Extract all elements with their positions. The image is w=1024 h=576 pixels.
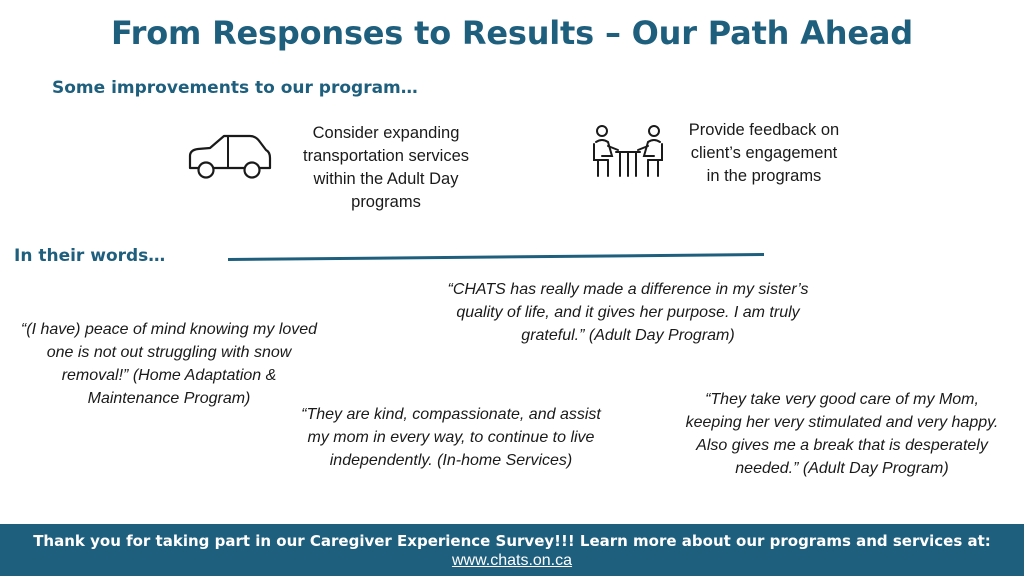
section-divider bbox=[228, 252, 764, 264]
quote-in-home-services: “They are kind, compassionate, and assist my mom in every way, to continue to live independently. (In-home Services) bbox=[301, 406, 601, 469]
footer-banner bbox=[0, 524, 1024, 576]
quote-adult-day-sister: “CHATS has really made a difference in my sister’s quality of life, and it gives her purpose. I am truly grateful.” (Adult Day Program) bbox=[447, 281, 809, 344]
footer-text: Thank you for taking part in our Caregiver Experience Survey!!! Learn more about our programs and services at: bbox=[33, 532, 991, 550]
slide-title: From Responses to Results – Our Path Ahead bbox=[111, 14, 913, 52]
improvement-transportation: Consider expanding transportation services within the Adult Day programs bbox=[303, 124, 469, 211]
improvements-heading: Some improvements to our program… bbox=[52, 78, 418, 98]
people-meeting-icon bbox=[590, 122, 666, 182]
in-their-words-heading: In their words… bbox=[14, 246, 166, 266]
car-icon bbox=[184, 132, 274, 182]
quote-adult-day-mom: “They take very good care of my Mom, keeping her very stimulated and very happy. Also gives me a break that is desperately needed.” (Adult Day Program) bbox=[685, 391, 999, 477]
website-link[interactable]: www.chats.on.ca bbox=[451, 552, 573, 569]
quote-home-adaptation: “(I have) peace of mind knowing my loved one is not out struggling with snow removal!” (Home Adaptation & Maintenance Program) bbox=[20, 321, 318, 407]
improvement-feedback: Provide feedback on client’s engagement in the programs bbox=[688, 121, 840, 185]
